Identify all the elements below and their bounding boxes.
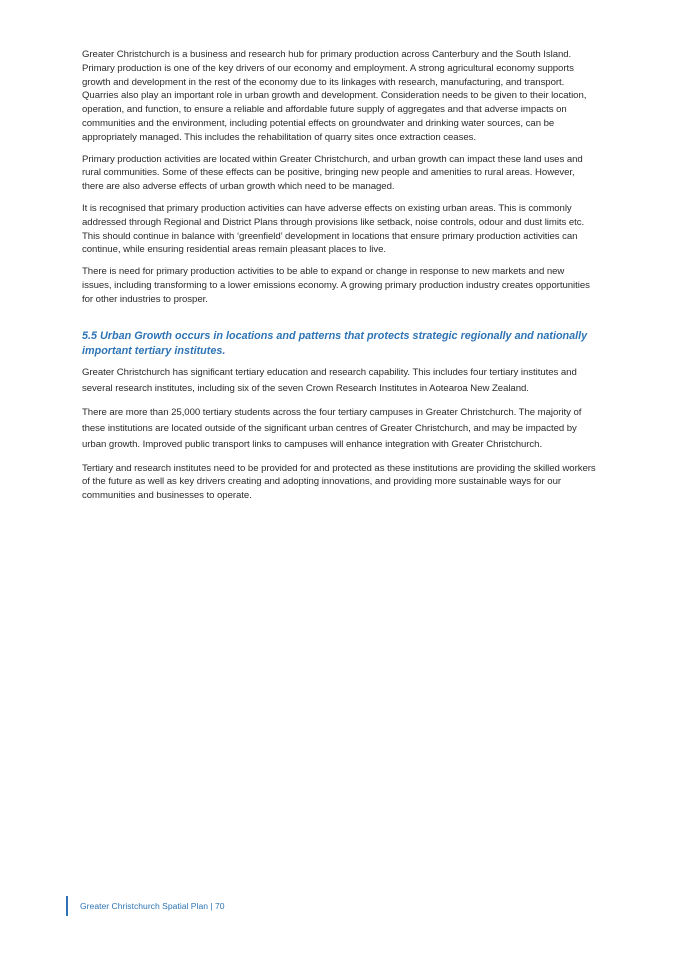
footer-page-label: Greater Christchurch Spatial Plan | 70: [80, 901, 225, 911]
footer-accent-bar: [66, 896, 68, 916]
body-paragraph: There are more than 25,000 tertiary students across the four tertiary campuses in Greater Christchurch. The majority of these institutions are located outside of the significant urban centres of Greater Christchurch, and may be impacted by urban growth. Improved public transport links to campuses will enhance integration with Greater Christchurch.: [82, 406, 582, 451]
body-paragraph: It is recognised that primary production activities can have adverse effects on existing urban areas. This is commonly addressed through Regional and District Plans through provisions like setback, noise controls, odour and dust limits etc. This should continue in balance with ‘greenfield’ development in locations that ensure primary production activities can continue, while ensuring residential areas remain pleasant places to live.: [82, 202, 585, 256]
page-footer: [66, 896, 225, 916]
page-content: [82, 48, 596, 511]
body-paragraph: There is need for primary production activities to be able to expand or change in response to new markets and new issues, including transforming to a lower emissions economy. A growing primary production industry creates opportunities for other industries to prosper.: [82, 266, 590, 305]
body-paragraph: Greater Christchurch is a business and research hub for primary production across Canterbury and the South Island. Primary production is one of the key drivers of our economy and employment. A strong agricultural economy supports growth and development in the rest of the economy due to its linkages with research, manufacturing, and transport. Quarries also play an important role in urban growth and development. Consideration needs to be given to their location, operation, and function, to ensure a reliable and affordable future supply of aggregates and that adverse impacts on communities and the environment, including potential effects on groundwater and drinking water sources, can be appropriately managed. This includes the rehabilitation of quarry sites once extraction ceases.: [82, 49, 587, 143]
body-paragraph: Greater Christchurch has significant tertiary education and research capability. This includes four tertiary institutes and several research institutes, including six of the seven Crown Research Institutes in Aotearoa New Zealand.: [82, 366, 577, 394]
body-paragraph: Primary production activities are located within Greater Christchurch, and urban growth can impact these land uses and rural communities. Some of these effects can be positive, bringing new people and amenities to rural areas. However, there are also adverse effects of urban growth which need to be managed.: [82, 153, 583, 193]
section-heading: 5.5 Urban Growth occurs in locations and patterns that protects strategic regionally and nationally important tertiary institutes.: [82, 329, 588, 357]
body-paragraph: Tertiary and research institutes need to be provided for and protected as these institutions are providing the skilled workers of the future as well as key drivers creating and adopting innovations, and providing more sustainable ways for our communities and businesses to operate.: [82, 462, 596, 502]
